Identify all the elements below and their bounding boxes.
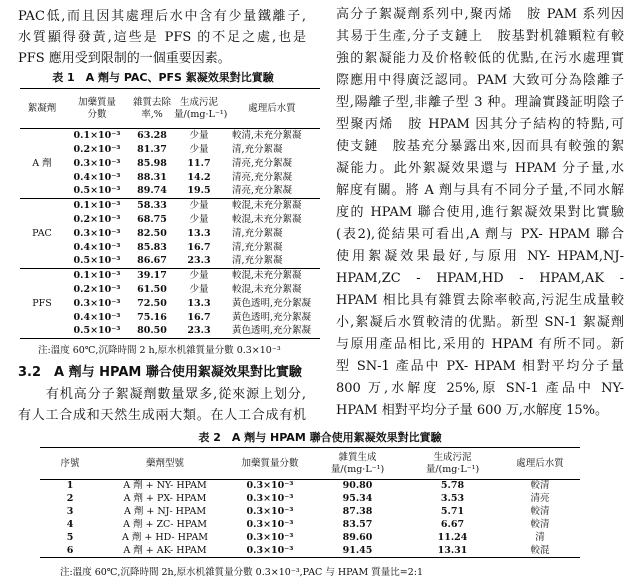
table1-title: 表 1 A 劑与 PAC、PFS 絮凝效果對比實驗 <box>52 71 274 84</box>
table-cell: 少量 <box>189 143 209 155</box>
table-cell: 0.3×10⁻³ <box>246 532 294 543</box>
table-cell: 0.1×10⁻³ <box>73 269 121 281</box>
table-cell: 0.3×10⁻³ <box>73 227 121 239</box>
text-line: 800 万,水解度 25%,原 SN-1 產品中 NY- <box>336 381 624 396</box>
group-name: PFS <box>32 297 52 309</box>
table-cell: 0.3×10⁻³ <box>73 297 121 309</box>
table-cell: 0.4×10⁻³ <box>73 241 121 253</box>
table-row <box>20 241 320 255</box>
table-cell: 90.80 <box>342 480 373 492</box>
table-cell: 85.98 <box>137 157 167 169</box>
table-cell: 較清 <box>530 519 550 530</box>
text-line: 水質顯得發黃,這些是 PFS 的不足之處,也是 <box>18 30 306 45</box>
text-line: 際應用中得廣泛認同。PAM 大致可分為陰離子 <box>336 73 624 88</box>
table-cell: 0.2×10⁻³ <box>73 283 121 295</box>
text-line: 強的絮凝能力及价格較低的优點,在污水處理實 <box>336 51 624 66</box>
table-cell: 較清 <box>530 506 550 517</box>
section-paragraph <box>18 384 306 426</box>
table-cell: 較清,未充分絮凝 <box>232 129 302 141</box>
table-cell: 0.3×10⁻³ <box>246 506 294 517</box>
table-cell: A 劑 + NJ- HPAM <box>123 506 207 517</box>
table-cell: 少量 <box>189 269 209 281</box>
table-cell: 清,充分絮凝 <box>232 255 283 267</box>
table-cell: 2 <box>66 493 74 504</box>
table1 <box>20 88 320 339</box>
table-cell: 87.38 <box>342 506 373 517</box>
table-cell: 清,充分絮凝 <box>232 241 283 253</box>
table-row <box>20 325 320 339</box>
table-cell: A 劑 + ZC- HPAM <box>123 519 207 530</box>
text-line: HPAM 相比具有雜質去除率較高,污泥生成量較 <box>336 293 624 308</box>
table-cell: 13.3 <box>187 227 211 239</box>
text-line: 型 SN-1 產品中 PX- HPAM 相對平均分子量 <box>336 359 624 374</box>
table-cell: 0.2×10⁻³ <box>73 143 121 155</box>
table-row <box>20 297 320 311</box>
table-row <box>40 506 580 519</box>
table-cell: 0.3×10⁻³ <box>246 519 294 530</box>
t2-header: 序號 <box>60 457 80 469</box>
t1-header: 雜質去除率,% <box>132 96 171 120</box>
t1-header: 處理后水質 <box>248 102 296 114</box>
table-cell: 0.3×10⁻³ <box>246 544 294 556</box>
table-cell: 清,充分絮凝 <box>232 143 283 155</box>
table-cell: 少量 <box>189 129 209 141</box>
table-cell: 較混,未充分絮凝 <box>232 199 302 211</box>
table-row <box>20 129 320 143</box>
table-cell: 82.50 <box>137 227 167 239</box>
table-cell: 3 <box>66 506 74 517</box>
table-cell: A 劑 + AK- HPAM <box>123 544 207 556</box>
section-heading: 3.2 A 劑与 HPAM 聯合使用絮凝效果對比實驗 <box>18 365 302 380</box>
table-cell: 黃色透明,充分絮凝 <box>232 297 312 309</box>
table-row <box>20 283 320 297</box>
table-cell: 89.74 <box>137 185 167 197</box>
table-cell: 5.71 <box>440 506 465 517</box>
text-line: 与原用產品相比,采用的 HPAM 有所不同。新 <box>336 337 624 352</box>
table-cell: 11.7 <box>187 157 211 169</box>
table2 <box>40 447 580 558</box>
t1-header: 絮凝劑 <box>27 102 57 114</box>
table-cell: 68.75 <box>137 213 167 225</box>
table-cell: 少量 <box>189 213 209 225</box>
text-line: 凝能力。此外絮凝效果還与 HPAM 分子量,水 <box>336 161 624 176</box>
text-line: 使用絮凝效果最好,与原用 NY- HPAM,NJ- <box>336 249 624 264</box>
table-cell: 清亮,充分絮凝 <box>232 185 293 197</box>
table-cell: 86.67 <box>137 255 167 267</box>
text-line: HPAM 相對平均分子量 600 万,水解度 15%。 <box>336 403 608 418</box>
table-cell: 較混,未充分絮凝 <box>232 213 302 225</box>
text-line: 小,絮凝后水質較清的优點。新型 SN-1 絮凝劑 <box>336 315 624 330</box>
table-cell: 95.34 <box>342 493 373 504</box>
table-cell: 0.4×10⁻³ <box>73 311 121 323</box>
table-cell: 85.83 <box>137 241 167 253</box>
group-name: PAC <box>32 227 52 239</box>
table-cell: 較清 <box>530 480 550 492</box>
table-cell: 4 <box>66 519 74 530</box>
t1-header: 加藥質量分數 <box>77 96 116 120</box>
t2-header: 加藥質量分數 <box>241 457 299 469</box>
table1-note: 注:溫度 60℃,沉降時間 2 h,原水机雜質量分數 0.3×10⁻³ <box>38 345 281 356</box>
table-cell: 較混 <box>530 544 550 556</box>
table-cell: 13.3 <box>187 297 211 309</box>
text-line: PAC低,而且因其處理后水中含有少量鐵離子, <box>18 9 306 24</box>
text-line: 有机高分子絮凝劑數量眾多,從來源上划分, <box>18 387 306 402</box>
table-cell: 少量 <box>189 199 209 211</box>
table-cell: 75.16 <box>137 311 167 323</box>
table-cell: 11.24 <box>437 532 468 543</box>
table-cell: 0.2×10⁻³ <box>73 213 121 225</box>
table-cell: 72.50 <box>137 297 167 309</box>
table-cell: 16.7 <box>187 241 211 253</box>
text-line: 使支鏈 胺基充分暴露出來,因而具有較強的絮 <box>336 139 624 154</box>
table-cell: 39.17 <box>137 269 167 281</box>
right-paragraph <box>336 4 624 422</box>
table-cell: 1 <box>66 480 74 492</box>
text-line: 度的 HPAM 聯合使用,進行絮凝效果對比實驗 <box>336 205 624 220</box>
t2-header: 藥劑型號 <box>145 457 184 469</box>
table-cell: 5 <box>66 532 74 543</box>
table-cell: 89.60 <box>342 532 373 543</box>
text-line: 其易于生產,分子支鏈上 胺基對机雜顆粒有較 <box>336 29 624 44</box>
table-cell: 3.53 <box>440 493 465 504</box>
table-cell: 清亮 <box>530 493 550 504</box>
table-cell: 0.5×10⁻³ <box>73 185 121 197</box>
text-line: HPAM,ZC - HPAM,HD - HPAM,AK - <box>336 271 624 286</box>
table-row <box>20 269 320 283</box>
table-row <box>20 311 320 325</box>
table2-note: 注:溫度 60℃,沉降時間 2h,原水机雜質量分數 0.3×10⁻³,PAC 与 HPAM 質量比=2:1 <box>60 567 424 578</box>
table-row <box>40 480 580 493</box>
table-cell: 5.78 <box>440 480 465 492</box>
t2-header: 雜質生成量/(mg·L⁻¹) <box>330 451 385 475</box>
table-cell: 0.3×10⁻³ <box>246 480 294 492</box>
text-line: 高分子絮凝劑系列中,聚丙烯 胺 PAM 系列因 <box>336 7 624 22</box>
table-cell: 83.57 <box>342 519 373 530</box>
table-row <box>40 545 580 558</box>
table-cell: 23.3 <box>187 255 211 267</box>
table-cell: 6.67 <box>440 519 465 530</box>
table-row <box>20 213 320 227</box>
text-line: PFS 應用受到限制的一個重要因素。 <box>18 51 231 66</box>
table-cell: 清,充分絮凝 <box>232 227 283 239</box>
table-cell: 黃色透明,充分絮凝 <box>232 325 312 337</box>
table-cell: 61.50 <box>137 283 167 295</box>
table-cell: 清亮,充分絮凝 <box>232 171 293 183</box>
left-paragraph <box>18 6 306 69</box>
table-cell: 58.33 <box>137 199 167 211</box>
table-cell: 0.1×10⁻³ <box>73 129 121 141</box>
table-cell: A 劑 + PX- HPAM <box>123 493 207 504</box>
table-cell: 6 <box>66 544 74 556</box>
table-cell: 81.37 <box>137 143 167 155</box>
table-cell: 91.45 <box>342 544 373 556</box>
table-cell: 較混,未充分絮凝 <box>232 283 302 295</box>
table-cell: 較混,未充分絮凝 <box>232 269 302 281</box>
table-row <box>20 185 320 199</box>
table-cell: 黃色透明,充分絮凝 <box>232 311 312 323</box>
table-cell: 清 <box>535 532 545 543</box>
t2-header: 處理后水質 <box>516 457 564 469</box>
t1-header: 生成污泥量/(mg·L⁻¹) <box>174 96 228 120</box>
table-cell: 0.5×10⁻³ <box>73 255 121 267</box>
table-cell: 0.4×10⁻³ <box>73 171 121 183</box>
table-cell: 16.7 <box>187 311 211 323</box>
table-cell: 13.31 <box>437 544 468 556</box>
table-row <box>20 227 320 241</box>
table-row <box>20 171 320 185</box>
table-cell: 14.2 <box>187 171 211 183</box>
table-row <box>40 519 580 532</box>
text-line: 有人工合成和天然生成兩大類。在人工合成有机 <box>18 408 306 423</box>
table-cell: A 劑 + NY- HPAM <box>123 480 207 492</box>
table-row <box>20 255 320 269</box>
table-row <box>40 493 580 506</box>
table-row <box>40 532 580 545</box>
text-line: 型,陽離子型,非離子型 3 种。理論實踐証明陰子 <box>336 95 624 110</box>
group-name: A 劑 <box>32 157 52 169</box>
table2-title: 表 2 A 劑与 HPAM 聯合使用絮凝效果對比實驗 <box>198 431 442 444</box>
table-cell: 少量 <box>189 283 209 295</box>
table-cell: 0.1×10⁻³ <box>73 199 121 211</box>
table-cell: 88.31 <box>137 171 167 183</box>
table-row <box>20 143 320 157</box>
table-cell: 0.3×10⁻³ <box>246 493 294 504</box>
table-cell: A 劑 + HD- HPAM <box>121 532 209 543</box>
table-cell: 0.3×10⁻³ <box>73 157 121 169</box>
table-cell: 63.28 <box>137 129 167 141</box>
text-line: (表2),從結果可看出,A 劑与 PX- HPAM 聯合 <box>336 227 624 242</box>
table-cell: 0.5×10⁻³ <box>73 325 121 337</box>
table-cell: 80.50 <box>137 325 167 337</box>
t2-header: 生成污泥量/(mg·L⁻¹) <box>425 451 480 475</box>
table-cell: 23.3 <box>187 325 211 337</box>
table-cell: 清亮,充分絮凝 <box>232 157 293 169</box>
table-row <box>20 199 320 213</box>
table-row <box>20 157 320 171</box>
text-line: 解度有關。將 A 劑与具有不同分子量,不同水解 <box>336 183 624 198</box>
text-line: 型聚丙烯 胺 HPAM 因其分子結构的特點,可 <box>336 117 624 132</box>
table-cell: 19.5 <box>187 185 211 197</box>
